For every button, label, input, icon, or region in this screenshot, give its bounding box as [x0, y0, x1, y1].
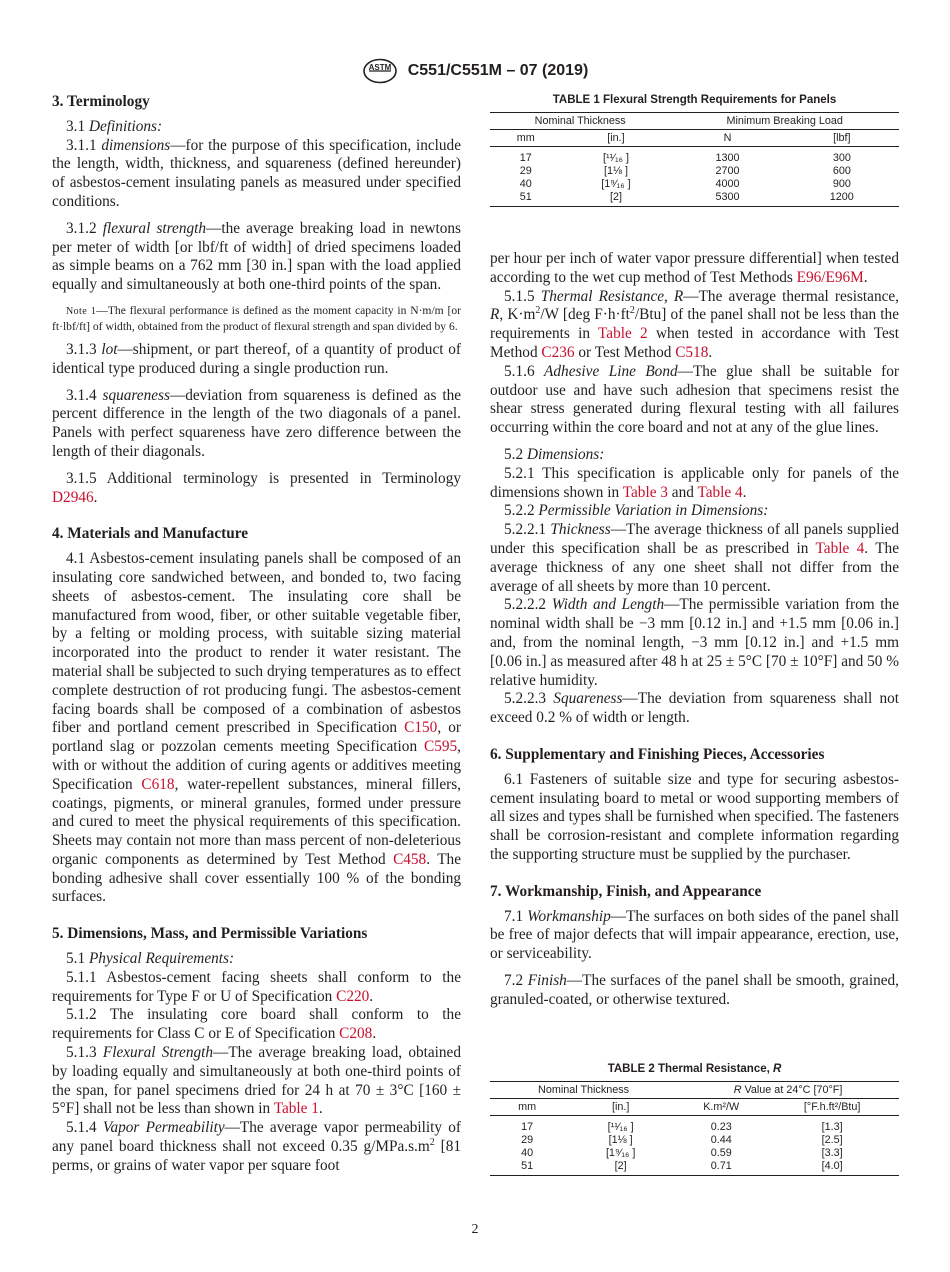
t2-unit-header: [in.] [564, 1099, 677, 1116]
paragraph-5-1-6: 5.1.6 Adhesive Line Bond—The glue shall be suitable for outdoor use and have such adhesion that specimens resist the shear stress generated during flexural testing with all failures occurring within the core board and not at any of the glue lines. [490, 362, 900, 437]
paragraph-3-1-4: 3.1.4 squareness—deviation from squareness is defined as the percent difference in the length of the two diagonals of a panel. Panels with perfect squareness have zero difference between the length of their diagonals. [52, 386, 462, 460]
paragraph-3-1-3: 3.1.3 lot—shipment, or part thereof, of a quantity of product of identical type produced during a single production run. [52, 340, 461, 377]
section-7-heading: 7. Workmanship, Finish, and Appearance [490, 882, 762, 900]
page-header [0, 58, 950, 84]
paragraph-5-1: 5.1 Physical Requirements: [66, 950, 235, 968]
ref-link-table-4[interactable]: Table 4 [815, 539, 865, 557]
t1-unit-header: [lbf] [785, 130, 899, 147]
table-cell: 300 [832, 152, 851, 164]
ref-link-table-4[interactable]: Table 4 [697, 483, 743, 501]
paragraph-5-2: 5.2 Dimensions: [504, 445, 605, 463]
table-cell: [2.5] [821, 1134, 843, 1146]
table-cell: [1.3] [821, 1121, 843, 1133]
table-cell: [1⁹⁄₁₆ ] [601, 178, 631, 190]
ref-link-c220[interactable]: C220 [336, 987, 370, 1005]
table-cell: 51 [490, 1160, 564, 1176]
table-row [490, 1160, 899, 1176]
paragraph-3-1: 3.1 Definitions: [66, 117, 163, 135]
paragraph-5-1-3: 5.1.3 Flexural Strength—The average breaking load, obtained by loading equally and simultaneously at both one-third points of the span, for panel specimens dried for 24 h at 70 ± 3°C [160 ± 5°F] shall not be less than shown in Table 1. [52, 1044, 461, 1118]
ref-link-c458[interactable]: C458 [393, 850, 427, 868]
note-1: Note 1—The flexural performance is defined as the moment capacity in N·m/m [or ft·lbf/ft] of width, obtained from the product of flexural strength and span divided by 6. [52, 303, 461, 333]
ref-link-c518[interactable]: C518 [675, 343, 709, 361]
table-row [490, 1116, 899, 1135]
table-cell: 900 [832, 178, 851, 190]
table-cell: 1300 [715, 152, 740, 164]
ref-link-c208[interactable]: C208 [339, 1025, 373, 1043]
table-cell: 0.44 [710, 1134, 732, 1146]
ref-link-c236[interactable]: C236 [541, 343, 575, 361]
section-6-heading: 6. Supplementary and Finishing Pieces, Accessories [490, 745, 825, 763]
ref-link-c150[interactable]: C150 [404, 719, 438, 737]
right-column [490, 250, 899, 1009]
t1-group-header: Minimum Breaking Load [670, 113, 899, 130]
left-column [52, 93, 461, 1176]
t1-unit-header: N [670, 130, 784, 147]
table-2 [490, 1063, 899, 1176]
paragraph-5-2-1: 5.2.1 This specification is applicable only for panels of the dimensions shown in Table 3 and Table 4. [490, 464, 899, 501]
table-cell: 600 [832, 165, 851, 177]
table-cell: 17 [521, 1121, 534, 1133]
table-cell: 17 [519, 152, 532, 164]
table-1 [490, 94, 899, 207]
table-cell: 29 [519, 165, 532, 177]
paragraph-5-1-5: 5.1.5 Thermal Resistance, R—The average thermal resistance, R, $K\cdot m^2/W$ [deg $F\cdot h\cdot ft^2/Btu$] of the panel shall not be less than the requirements in Table 2 when tested in accordance with Test Method C236 or Test Method C518. [490, 287, 900, 361]
ref-link-table-2[interactable]: Table 2 [598, 325, 648, 343]
table-cell: 1200 [785, 191, 899, 207]
table-cell: [¹¹⁄₁₆ ] [602, 152, 629, 164]
paragraph-5-2-2-3: 5.2.2.3 Squareness—The deviation from squareness shall not exceed 0.2 % of width or length. [490, 690, 900, 727]
paragraph-5-1-2: 5.1.2 The insulating core board shall conform to the requirements for Class C or E of Specification C208. [52, 1006, 461, 1043]
table-cell: 4000 [715, 178, 740, 190]
table-cell: 40 [519, 178, 532, 190]
table-cell: [1⁹⁄₁₆ ] [605, 1147, 636, 1159]
t2-group-header: R Value at 24°C [70°F] [677, 1082, 899, 1099]
t1-group-header: Nominal Thickness [490, 113, 670, 130]
page-number: 2 [471, 1222, 479, 1237]
paragraph-6-1: 6.1 Fasteners of suitable size and type for securing asbestos-cement insulating board to metal or wood supporting members of all sizes and types shall be furnished when specified. The fasteners shall be corrosion-resistant and complete information regarding the supporting structure must be supplied by the purchaser. [490, 770, 899, 863]
table-cell: 29 [521, 1134, 534, 1146]
t1-unit-header: mm [490, 130, 562, 147]
table-row [490, 178, 899, 191]
table-cell: 0.59 [710, 1147, 732, 1159]
paragraph-5-1-4-continued: per hour per inch of water vapor pressure differential] when tested according to the wet cup method of Test Methods E96/E96M. [490, 250, 899, 286]
astm-logo-icon [362, 58, 398, 84]
ref-link-d2946[interactable]: D2946 [52, 488, 94, 506]
paragraph-3-1-1: 3.1.1 dimensions—for the purpose of this specification, include the length, width, thickness, and squareness (defined hereunder) of asbestos-cement insulating panels as measured under specified conditions. [52, 136, 461, 210]
table-cell: 40 [521, 1147, 534, 1159]
paragraph-5-2-2: 5.2.2 Permissible Variation in Dimensions: [504, 502, 769, 520]
table-cell: [4.0] [765, 1160, 899, 1176]
paragraph-4-1: 4.1 Asbestos-cement insulating panels shall be composed of an insulating core sandwiched between, and bonded to, two facing sheets of asbestos-cement. The insulating core shall be manufactured from wood, fiber, or other suitable vegetable fiber, by a felting or molding process, with suitable sizing material incorporated into the product to render it water resistant. The material shall be subjected to such drying temperatures as to effect complete destruction of rot producing fungi. The asbestos-cement facing boards shall be composed of a combination of asbestos fiber and portland cement prescribed in Specification C150, or portland slag or pozzolan cements meeting Specification C595, with or without the addition of curing agents or additives meeting Specification C618, water-repellent substances, mineral fillers, coatings, pigments, or mineral granules, formed under pressure and cured to meet the physical requirements of this specification. Sheets may contain not more than mass percent of non-deleterious organic components as determined by Test Method C458. The bonding adhesive shall cover essentially 100 % of the bonding surfaces. [52, 550, 461, 906]
table-cell: 0.71 [677, 1160, 765, 1176]
ref-link-table-1[interactable]: Table 1 [273, 1100, 319, 1118]
table-cell: 0.23 [710, 1121, 732, 1133]
designation: C551/C551M – 07 (2019) [407, 62, 589, 79]
table-row [490, 147, 899, 166]
t2-unit-header: K.m²/W [677, 1099, 765, 1116]
paragraph-5-2-2-2: 5.2.2.2 Width and Length—The permissible variation from the nominal width shall be −3 mm [0.12 in.] and +1.5 mm [0.06 in.] and, from the nominal length, −3 mm [0.12 in.] and +1.5 mm [0.06 in.] as measured after 48 h at 25 ± 5°C [70 ± 10°F] and 50 % relative humidity. [490, 596, 899, 689]
t2-group-header: Nominal Thickness [490, 1082, 677, 1099]
t1-unit-header: [in.] [562, 130, 671, 147]
paragraph-5-1-4: 5.1.4 Vapor Permeability—The average vapor permeability of any panel board thickness shall not exceed 0.35 $g/MPa.s.m^2$ [81 perms, or grains of water vapor per square foot [52, 1119, 461, 1174]
ref-link-c618[interactable]: C618 [141, 775, 175, 793]
paragraph-3-1-5: 3.1.5 Additional terminology is presented in Terminology D2946. [52, 469, 461, 506]
table-cell: [¹¹⁄₁₆ ] [607, 1121, 634, 1133]
table-row [490, 165, 899, 178]
astm-logo-text: ASTM [368, 63, 392, 72]
table-cell: [1⅛ ] [608, 1134, 633, 1146]
table-cell: [2] [562, 191, 671, 207]
table-cell: 2700 [715, 165, 740, 177]
table-2-title: TABLE 2 Thermal Resistance, R [607, 1063, 782, 1075]
table-1-title: TABLE 1 Flexural Strength Requirements for Panels [552, 94, 837, 106]
paragraph-7-2: 7.2 Finish—The surfaces of the panel shall be smooth, grained, granuled-coated, or otherwise textured. [490, 971, 900, 1008]
ref-link-c595[interactable]: C595 [424, 738, 458, 756]
ref-link-e96[interactable]: E96/E96M [796, 268, 864, 286]
t2-unit-header: [°F.h.ft²/Btu] [765, 1099, 899, 1116]
table-cell: 5300 [670, 191, 784, 207]
ref-link-table-3[interactable]: Table 3 [622, 483, 668, 501]
table-cell: 51 [490, 191, 562, 207]
table-cell: [3.3] [821, 1147, 843, 1159]
section-5-heading: 5. Dimensions, Mass, and Permissible Variations [52, 925, 368, 943]
section-4-heading: 4. Materials and Manufacture [52, 525, 249, 543]
table-cell: [1⅛ ] [603, 165, 628, 177]
t2-unit-header: mm [490, 1099, 564, 1116]
paragraph-3-1-2: 3.1.2 flexural strength—the average breaking load in newtons per meter of width [or lbf/ft of width] of dried specimens loaded as simple beams on a 762 mm [30 in.] span with the load applied equally and simultaneously at both one-third points of the span. [52, 219, 461, 294]
table-cell: [2] [564, 1160, 677, 1176]
table-row [490, 1134, 899, 1147]
paragraph-5-2-2-1: 5.2.2.1 Thickness—The average thickness of all panels supplied under this specification shall be as prescribed in Table 4. The average thickness of any one sheet shall not differ from the average of all sheets by more than 10 percent. [490, 521, 900, 595]
section-3-heading: 3. Terminology [52, 93, 150, 110]
paragraph-5-1-1: 5.1.1 Asbestos-cement facing sheets shall conform to the requirements for Type F or U of Specification C220. [52, 968, 461, 1005]
table-row [490, 191, 899, 207]
table-row [490, 1147, 899, 1160]
paragraph-7-1: 7.1 Workmanship—The surfaces on both sides of the panel shall be free of major defects that will impair appearance, erection, use, or serviceability. [490, 907, 899, 963]
